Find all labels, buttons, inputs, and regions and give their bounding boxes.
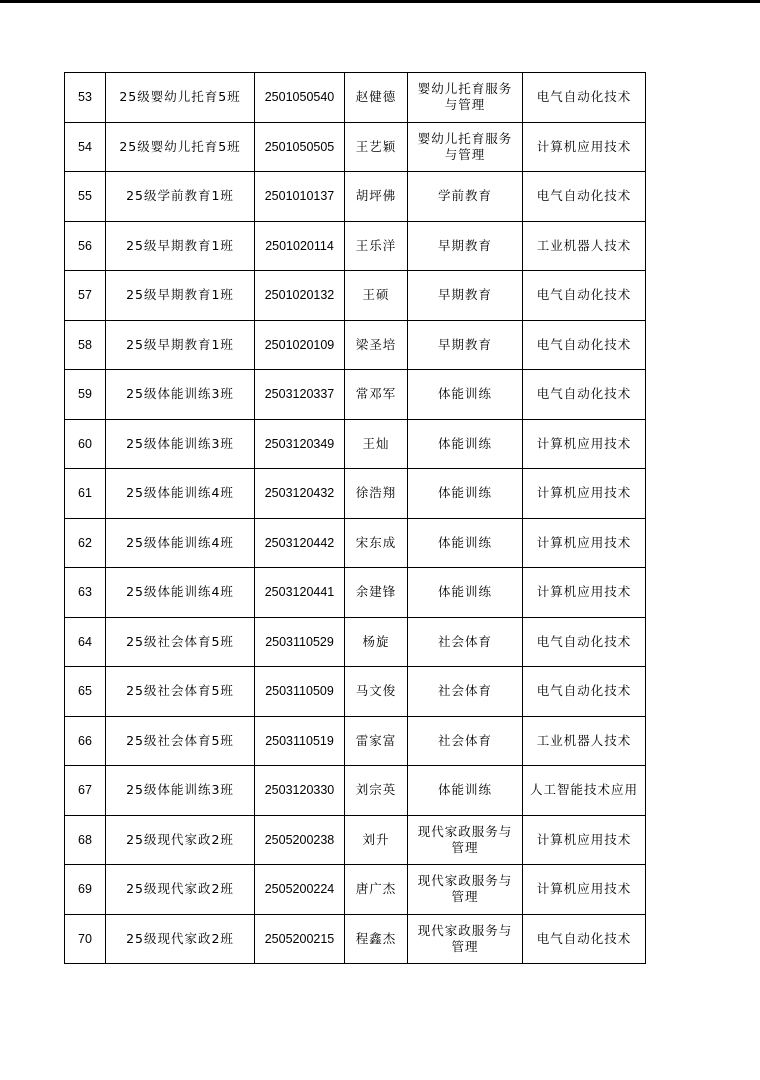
class-cell: 25级婴幼儿托育5班 <box>106 73 255 123</box>
student-id-cell: 2501050540 <box>255 73 345 123</box>
student-id-cell: 2501020132 <box>255 271 345 321</box>
major-cell: 体能训练 <box>408 568 523 618</box>
major-cell: 婴幼儿托育服务与管理 <box>408 73 523 123</box>
table-row <box>65 271 646 321</box>
class-cell: 25级体能训练4班 <box>106 568 255 618</box>
table-row <box>65 914 646 964</box>
student-name-cell: 刘升 <box>345 815 408 865</box>
student-id-cell: 2505200238 <box>255 815 345 865</box>
student-id-cell: 2503120349 <box>255 419 345 469</box>
minor-major-cell: 工业机器人技术 <box>523 716 646 766</box>
table-row <box>65 518 646 568</box>
major-cell: 现代家政服务与管理 <box>408 815 523 865</box>
student-id-cell: 2505200215 <box>255 914 345 964</box>
major-cell: 体能训练 <box>408 419 523 469</box>
minor-major-cell: 计算机应用技术 <box>523 419 646 469</box>
class-cell: 25级现代家政2班 <box>106 815 255 865</box>
major-cell: 学前教育 <box>408 172 523 222</box>
class-cell: 25级现代家政2班 <box>106 914 255 964</box>
minor-major-cell: 计算机应用技术 <box>523 865 646 915</box>
serial-number-cell: 54 <box>65 122 106 172</box>
serial-number-cell: 64 <box>65 617 106 667</box>
student-id-cell: 2503110509 <box>255 667 345 717</box>
class-cell: 25级婴幼儿托育5班 <box>106 122 255 172</box>
minor-major-cell: 电气自动化技术 <box>523 370 646 420</box>
serial-number-cell: 58 <box>65 320 106 370</box>
class-cell: 25级早期教育1班 <box>106 320 255 370</box>
class-cell: 25级体能训练4班 <box>106 469 255 519</box>
major-cell: 体能训练 <box>408 469 523 519</box>
table-row <box>65 568 646 618</box>
table-row <box>65 766 646 816</box>
student-id-cell: 2505200224 <box>255 865 345 915</box>
minor-major-cell: 电气自动化技术 <box>523 320 646 370</box>
minor-major-cell: 电气自动化技术 <box>523 667 646 717</box>
serial-number-cell: 65 <box>65 667 106 717</box>
student-id-cell: 2501020109 <box>255 320 345 370</box>
student-id-cell: 2503120442 <box>255 518 345 568</box>
class-cell: 25级早期教育1班 <box>106 221 255 271</box>
minor-major-cell: 计算机应用技术 <box>523 122 646 172</box>
major-cell: 早期教育 <box>408 271 523 321</box>
student-name-cell: 常邓军 <box>345 370 408 420</box>
table-row <box>65 122 646 172</box>
minor-major-cell: 人工智能技术应用 <box>523 766 646 816</box>
table-row <box>65 815 646 865</box>
student-id-cell: 2501020114 <box>255 221 345 271</box>
student-name-cell: 徐浩翔 <box>345 469 408 519</box>
student-id-cell: 2503110519 <box>255 716 345 766</box>
class-cell: 25级体能训练4班 <box>106 518 255 568</box>
student-name-cell: 宋东成 <box>345 518 408 568</box>
class-cell: 25级体能训练3班 <box>106 419 255 469</box>
student-id-cell: 2503120441 <box>255 568 345 618</box>
student-id-cell: 2503120330 <box>255 766 345 816</box>
student-name-cell: 雷家富 <box>345 716 408 766</box>
table-row <box>65 370 646 420</box>
minor-major-cell: 电气自动化技术 <box>523 914 646 964</box>
student-roster-table <box>64 72 646 964</box>
class-cell: 25级学前教育1班 <box>106 172 255 222</box>
serial-number-cell: 68 <box>65 815 106 865</box>
major-cell: 社会体育 <box>408 667 523 717</box>
major-cell: 体能训练 <box>408 766 523 816</box>
serial-number-cell: 62 <box>65 518 106 568</box>
student-name-cell: 刘宗英 <box>345 766 408 816</box>
serial-number-cell: 70 <box>65 914 106 964</box>
class-cell: 25级社会体育5班 <box>106 667 255 717</box>
major-cell: 体能训练 <box>408 370 523 420</box>
serial-number-cell: 59 <box>65 370 106 420</box>
student-name-cell: 王乐洋 <box>345 221 408 271</box>
student-name-cell: 胡坪佛 <box>345 172 408 222</box>
class-cell: 25级现代家政2班 <box>106 865 255 915</box>
roster-body <box>65 73 646 964</box>
table-row <box>65 419 646 469</box>
student-name-cell: 赵健德 <box>345 73 408 123</box>
minor-major-cell: 计算机应用技术 <box>523 568 646 618</box>
page-top-border <box>0 0 760 3</box>
major-cell: 婴幼儿托育服务与管理 <box>408 122 523 172</box>
table-row <box>65 221 646 271</box>
class-cell: 25级体能训练3班 <box>106 370 255 420</box>
major-cell: 社会体育 <box>408 617 523 667</box>
student-id-cell: 2503120337 <box>255 370 345 420</box>
minor-major-cell: 电气自动化技术 <box>523 271 646 321</box>
table-row <box>65 716 646 766</box>
major-cell: 早期教育 <box>408 320 523 370</box>
major-cell: 现代家政服务与管理 <box>408 865 523 915</box>
minor-major-cell: 计算机应用技术 <box>523 518 646 568</box>
serial-number-cell: 66 <box>65 716 106 766</box>
student-name-cell: 马文俊 <box>345 667 408 717</box>
serial-number-cell: 63 <box>65 568 106 618</box>
student-name-cell: 梁圣培 <box>345 320 408 370</box>
table-row <box>65 865 646 915</box>
serial-number-cell: 69 <box>65 865 106 915</box>
student-id-cell: 2503120432 <box>255 469 345 519</box>
serial-number-cell: 61 <box>65 469 106 519</box>
table-row <box>65 469 646 519</box>
student-id-cell: 2501050505 <box>255 122 345 172</box>
serial-number-cell: 56 <box>65 221 106 271</box>
minor-major-cell: 电气自动化技术 <box>523 73 646 123</box>
student-name-cell: 王硕 <box>345 271 408 321</box>
student-name-cell: 唐广杰 <box>345 865 408 915</box>
table-row <box>65 73 646 123</box>
minor-major-cell: 电气自动化技术 <box>523 172 646 222</box>
class-cell: 25级体能训练3班 <box>106 766 255 816</box>
student-name-cell: 杨旋 <box>345 617 408 667</box>
major-cell: 体能训练 <box>408 518 523 568</box>
serial-number-cell: 57 <box>65 271 106 321</box>
minor-major-cell: 工业机器人技术 <box>523 221 646 271</box>
table-row <box>65 320 646 370</box>
serial-number-cell: 55 <box>65 172 106 222</box>
minor-major-cell: 电气自动化技术 <box>523 617 646 667</box>
serial-number-cell: 53 <box>65 73 106 123</box>
student-name-cell: 程鑫杰 <box>345 914 408 964</box>
serial-number-cell: 67 <box>65 766 106 816</box>
table-row <box>65 172 646 222</box>
table-row <box>65 617 646 667</box>
minor-major-cell: 计算机应用技术 <box>523 469 646 519</box>
major-cell: 社会体育 <box>408 716 523 766</box>
major-cell: 现代家政服务与管理 <box>408 914 523 964</box>
class-cell: 25级社会体育5班 <box>106 716 255 766</box>
student-id-cell: 2501010137 <box>255 172 345 222</box>
class-cell: 25级早期教育1班 <box>106 271 255 321</box>
student-name-cell: 王灿 <box>345 419 408 469</box>
student-name-cell: 余建锋 <box>345 568 408 618</box>
table-row <box>65 667 646 717</box>
serial-number-cell: 60 <box>65 419 106 469</box>
major-cell: 早期教育 <box>408 221 523 271</box>
class-cell: 25级社会体育5班 <box>106 617 255 667</box>
student-id-cell: 2503110529 <box>255 617 345 667</box>
minor-major-cell: 计算机应用技术 <box>523 815 646 865</box>
student-name-cell: 王艺颖 <box>345 122 408 172</box>
